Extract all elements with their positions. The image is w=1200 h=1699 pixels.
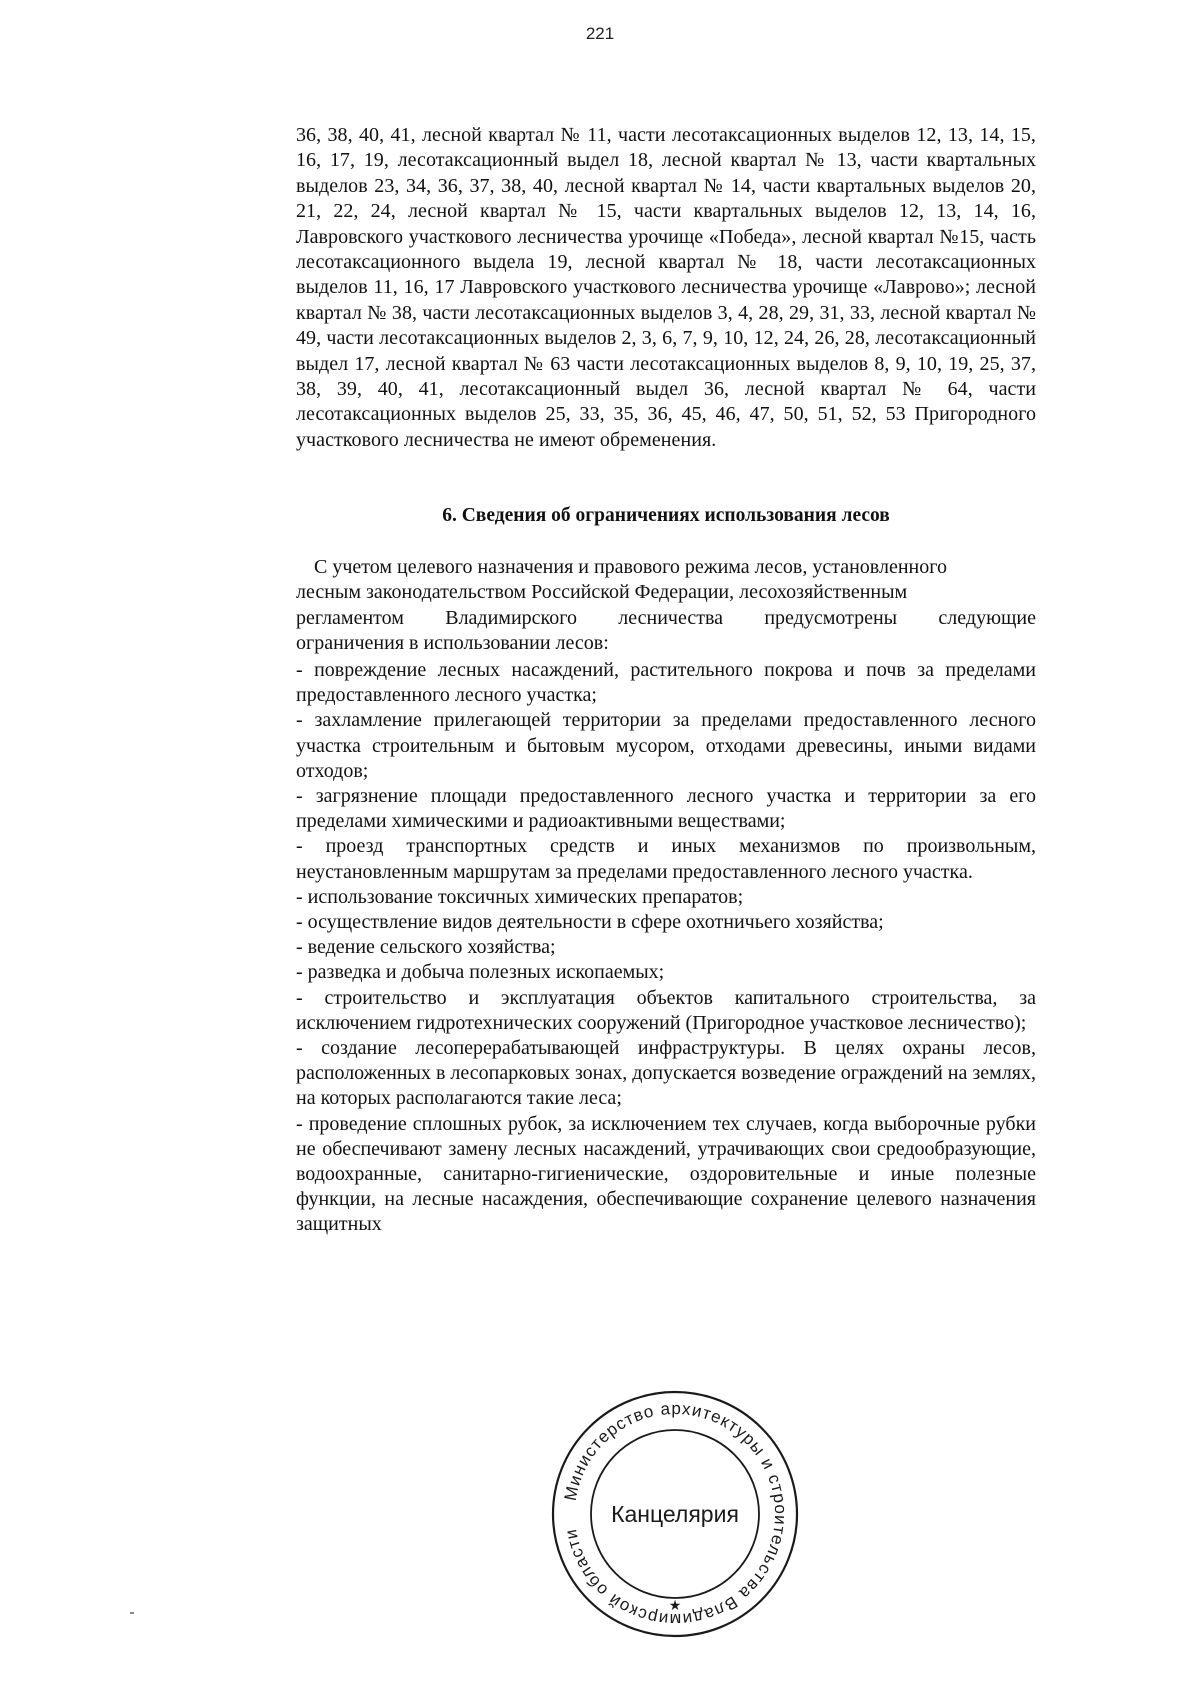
office-stamp bbox=[548, 1387, 802, 1646]
section-heading: 6. Сведения об ограничениях использования лесов bbox=[442, 505, 890, 526]
list-item: - осуществление видов деятельности в сфере охотничьего хозяйства; bbox=[296, 911, 884, 934]
restrictions-list bbox=[296, 658, 1036, 1238]
intro-line: С учетом целевого назначения и правового режима лесов, установленного bbox=[314, 556, 947, 578]
stamp-ring-text: Министерство архитектуры и строительства Владимирской области bbox=[560, 1398, 791, 1630]
list-item: - использование токсичных химических препаратов; bbox=[296, 885, 744, 908]
star-icon: ★ bbox=[668, 1598, 682, 1614]
list-item: - ведение сельского хозяйства; bbox=[296, 936, 556, 959]
list-item: - строительство и эксплуатация объектов капитального строительства, за исключением гидротехнических сооружений (Пригородное участковое лесничество); bbox=[296, 986, 1036, 1034]
intro-paragraph bbox=[296, 555, 1036, 657]
list-item: - проведение сплошных рубок, за исключением тех случаев, когда выборочные рубки не обеспечивают замену лесных насаждений, утрачивающих свои средообразующие, водоохранные, санитарно-гигиенические, оздоровительные и иные полезные функции, на лесные насаждения, обеспечивающие сохранение целевого назначения защитных bbox=[296, 1112, 1036, 1236]
list-item: - повреждение лесных насаждений, растительного покрова и почв за пределами предоставленного лесного участка; bbox=[296, 659, 1036, 707]
margin-mark bbox=[130, 1612, 134, 1614]
intro-line: лесным законодательством Российской Федерации, лесохозяйственным bbox=[296, 581, 908, 604]
page-number: 221 bbox=[585, 24, 615, 43]
list-item: - проезд транспортных средств и иных механизмов по произвольным, неустановленным маршрутам за пределами предоставленного лесного участка. bbox=[296, 835, 1036, 883]
list-item: - создание лесоперерабатывающей инфраструктуры. В целях охраны лесов, расположенных в лесопарковых зонах, допускается возведение ограждений на землях, на которых располагаются такие леса; bbox=[296, 1037, 1036, 1110]
intro-line: регламентом Владимирского лесничества предусмотрены следующие bbox=[296, 606, 1036, 629]
intro-line: ограничения в использовании лесов: bbox=[296, 632, 609, 655]
list-item: - захламление прилегающей территории за пределами предоставленного лесного участка строительным и бытовым мусором, отходами древесины, иными видами отходов; bbox=[296, 709, 1036, 782]
list-item: - загрязнение площади предоставленного лесного участка и территории за его пределами химическими и радиоактивными веществами; bbox=[296, 785, 1036, 833]
stamp-center-text: Канцелярия bbox=[611, 1501, 739, 1527]
stamp-graphic bbox=[548, 1387, 802, 1641]
list-item: - разведка и добыча полезных ископаемых; bbox=[296, 961, 665, 984]
paragraph-continuation: 36, 38, 40, 41, лесной квартал № 11, части лесотаксационных выделов 12, 13, 14, 15, 16, 17, 19, лесотаксационный выдел 18, лесной квартал № 13, части квартальных выделов 23, 34, 36, 37, 38, 40, лесной квартал № 14, части квартальных выделов 20, 21, 22, 24, лесной квартал № 15, части квартальных выделов 12, 13, 14, 16, Лавровского участкового лесничества урочище «Победа», лесной квартал №15, часть лесотаксационного выдела 19, лесной квартал № 18, части лесотаксационных выделов 11, 16, 17 Лавровского участкового лесничества урочище «Лаврово»; лесной квартал № 38, части лесотаксационных выделов 3, 4, 28, 29, 31, 33, лесной квартал № 49, части лесотаксационных выделов 2, 3, 6, 7, 9, 10, 12, 24, 26, 28, лесотаксационный выдел 17, лесной квартал № 63 части лесотаксационных выделов 8, 9, 10, 19, 25, 37, 38, 39, 40, 41, лесотаксационный выдел 36, лесной квартал № 64, части лесотаксационных выделов 25, 33, 35, 36, 45, 46, 47, 50, 51, 52, 53 Пригородного участкового лесничества не имеют обременения. bbox=[296, 124, 1036, 451]
